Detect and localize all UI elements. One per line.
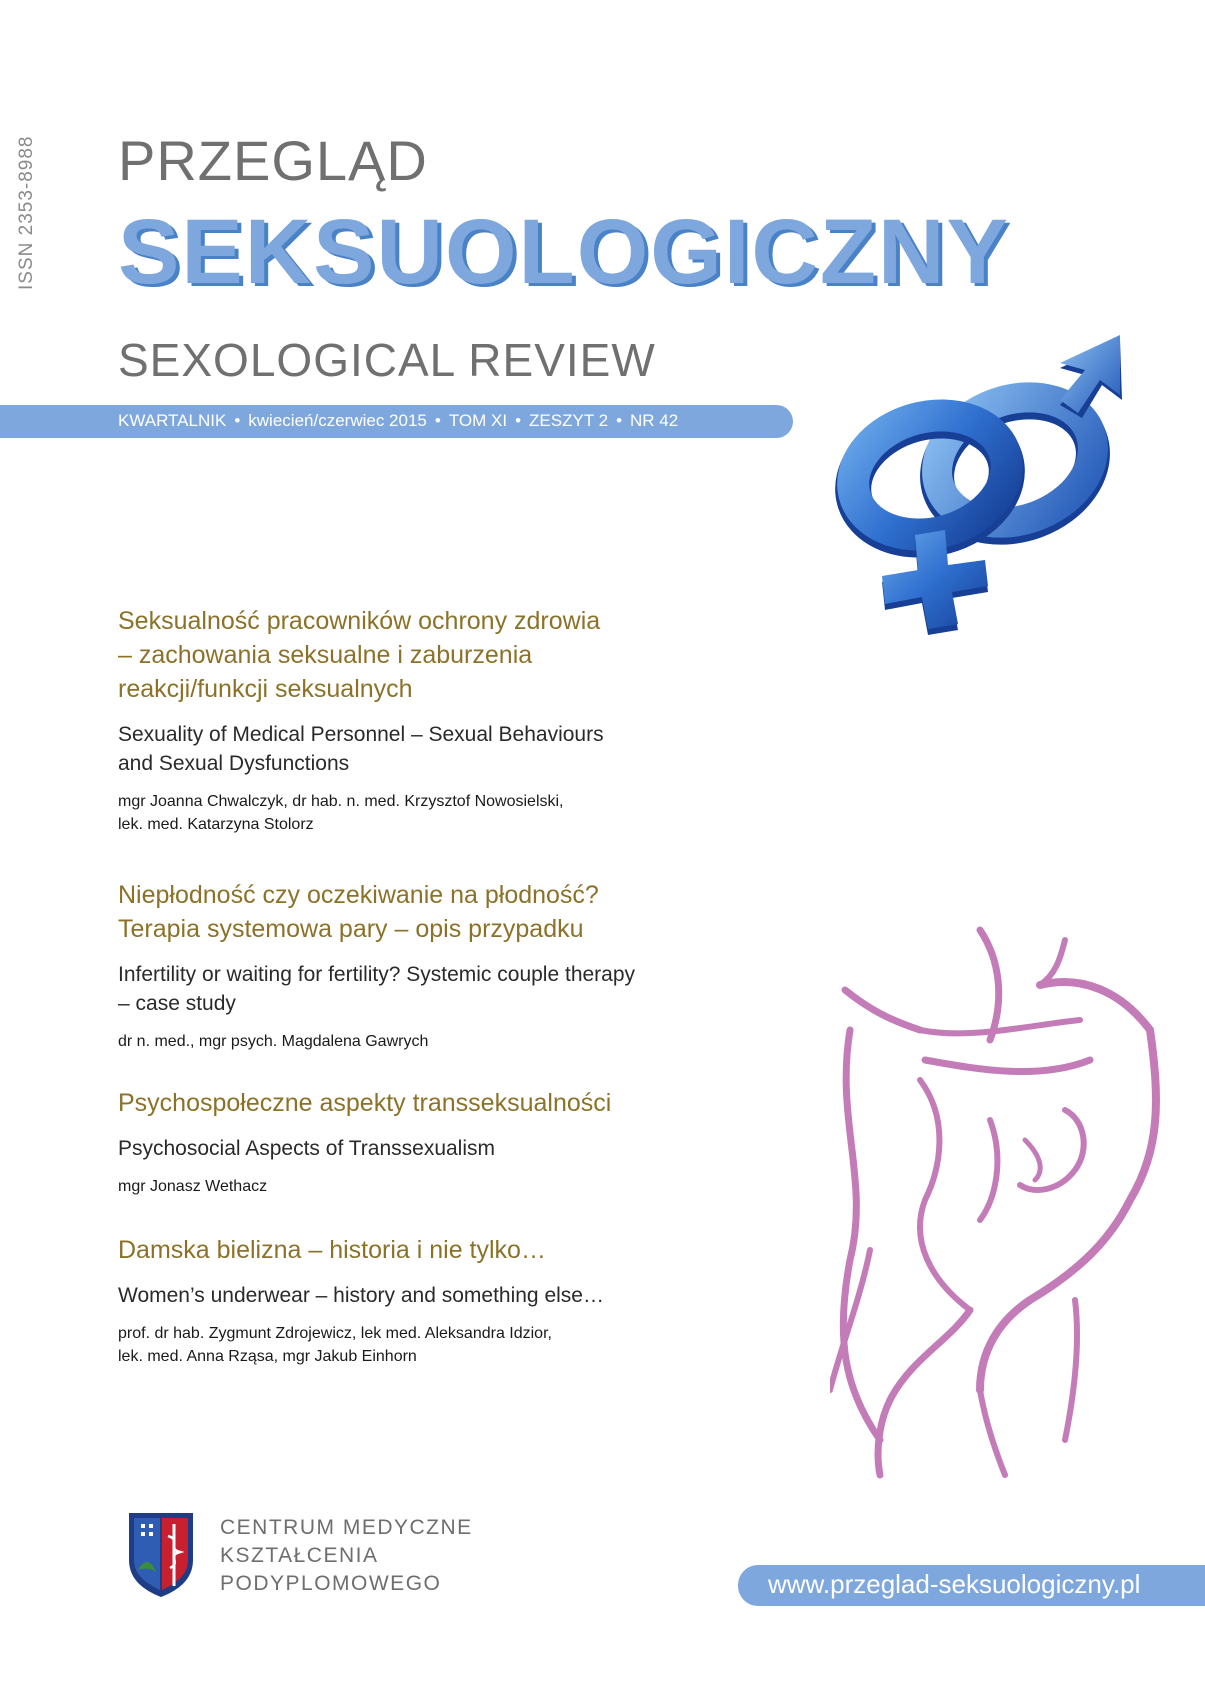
article-item [118,1233,718,1368]
article-title-pl: Damska bielizna – historia i nie tylko… [118,1236,546,1264]
article-authors: mgr Joanna Chwalczyk, dr hab. n. med. Krzysztof Nowosielski, lek. med. Katarzyna Stolorz [118,793,564,833]
article-title-en: Psychosocial Aspects of Transsexualism [118,1137,495,1160]
separator: • [515,411,522,430]
issue-frequency: KWARTALNIK [118,411,227,430]
article-title-pl: Psychospołeczne aspekty transseksualności [118,1089,612,1117]
website-link[interactable]: www.przeglad-seksuologiczny.pl [768,1569,1141,1599]
article-authors: dr n. med., mgr psych. Magdalena Gawrych [118,1033,429,1050]
issue-volume: TOM XI [448,411,508,430]
cmkp-shield-logo [126,1510,196,1598]
article-authors: mgr Jonasz Wethacz [118,1178,268,1195]
issn-label: ISSN 2353-8988 [16,135,37,290]
journal-title-english: SEXOLOGICAL REVIEW [118,334,656,386]
article-item [118,878,718,1053]
separator: • [434,411,441,430]
article-title-en: Sexuality of Medical Personnel – Sexual Behaviours and Sexual Dysfunctions [118,723,604,775]
publisher-line: PODYPLOMOWEGO [220,1572,442,1595]
article-title-en: Infertility or waiting for fertility? Systemic couple therapy – case study [118,963,636,1015]
issue-info [118,411,678,431]
publisher-line: KSZTAŁCENIA [220,1544,379,1567]
article-item [118,1086,718,1198]
article-title-pl: Niepłodność czy oczekiwanie na płodność? Terapia systemowa pary – opis przypadku [118,881,599,943]
publisher-name [220,1514,473,1598]
issue-date: kwiecień/czerwiec 2015 [248,411,427,430]
article-item [118,604,718,836]
journal-title-main: SEKSUOLOGICZNY [118,201,1010,303]
journal-title-top: PRZEGLĄD [118,129,428,192]
article-authors: prof. dr hab. Zygmunt Zdrojewicz, lek med. Aleksandra Idzior, lek. med. Anna Rząsa, mgr Jakub Einhorn [118,1325,552,1365]
separator: • [616,411,623,430]
publisher-line: CENTRUM MEDYCZNE [220,1516,473,1539]
issue-total-number: NR 42 [630,411,679,430]
issue-number: ZESZYT 2 [529,411,609,430]
separator: • [234,411,241,430]
intertwined-female-male-symbols-icon [820,330,1155,670]
embracing-couple-line-drawing [830,920,1180,1480]
article-title-pl: Seksualność pracowników ochrony zdrowia – zachowania seksualne i zaburzenia reakcji/funkcji seksualnych [118,607,601,703]
article-title-en: Women’s underwear – history and something else… [118,1284,604,1307]
